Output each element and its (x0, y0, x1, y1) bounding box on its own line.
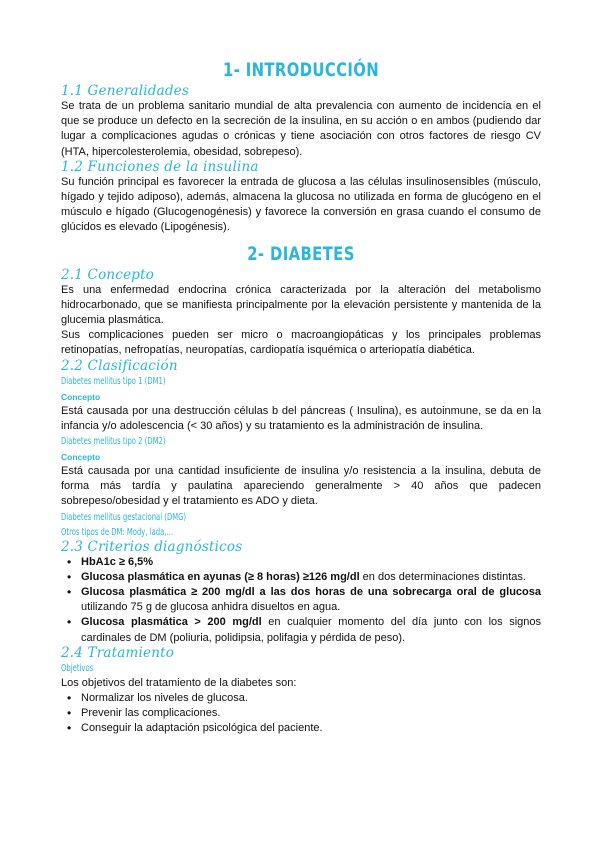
heading-clasificacion: 2.2 Clasificación (61, 357, 178, 374)
document-page (61, 56, 541, 737)
criterio-text: en dos determinaciones distintas. (359, 570, 526, 583)
label-dm2-concepto: Concepto (61, 452, 101, 463)
heading-tratamiento: 2.4 Tratamiento (61, 644, 175, 661)
paragraph-concepto-2: Sus complicaciones pueden ser micro o macroangiopáticas y los principales problemas retinopatías, nefropatías, neuropatías, cardiopatía isquémica o arteriopatía diabética. (61, 329, 541, 357)
heading-objetivos: Objetivos (61, 662, 94, 674)
paragraph-tratamiento-intro: Los objetivos del tratamiento de la diabetes son: (61, 676, 297, 689)
list-item: • Prevenir las complicaciones. (81, 706, 541, 721)
paragraph-concepto-1: Es una enfermedad endocrina crónica caracterizada por la alteración del metabolismo hidrocarbonado, que se manifiesta principalmente por la elevación persistente y mantenida de la glucemia plasmática. (61, 283, 541, 327)
section-title-diabetes: 2- DIABETES (247, 242, 355, 265)
heading-otros-tipos: Otros tipos de DM: Mody, lada,... (61, 526, 174, 538)
heading-funciones-insulina: 1.2 Funciones de la insulina (61, 158, 259, 175)
label-dm1-concepto: Concepto (61, 391, 101, 402)
heading-concepto: 2.1 Concepto (61, 266, 155, 283)
paragraph-dm2: Está causada por una cantidad insuficiente de insulina y/o resistencia a la insulina, debuta de forma más tardía y paulatina apareciendo generalmente > 40 años que padecen sobrepeso/obesidad y el tratamiento es ADO y dieta. (61, 465, 541, 508)
criterio-text: utilizando 75 g de glucosa anhidra disueltos en agua. (81, 601, 341, 614)
list-item: • Conseguir la adaptación psicológica del paciente. (81, 721, 541, 736)
list-item (81, 555, 541, 570)
criterio-bold: Glucosa plasmática en ayunas (≥ 8 horas) ≥126 mg/dl (81, 570, 360, 583)
criterio-bold: Glucosa plasmática > 200 mg/dl (81, 616, 262, 629)
list-item (81, 615, 541, 645)
section-title-introduccion: 1- INTRODUCCIÓN (222, 59, 380, 81)
paragraph-funciones-insulina: Su función principal es favorecer la entrada de glucosa a las células insulinosensibles (músculo, hígado y tejido adiposo), además, almacena la glucosa no utilizada en forma de glucógeno en el músculo e hígado (Glucogenogénesis) y favorece la conversión en grasa cuando el consumo de glúcidos es elevado (Lipogénesis). (61, 175, 541, 234)
heading-dm2: Diabetes mellitus tipo 2 (DM2) (61, 436, 166, 448)
list-item (81, 585, 541, 615)
criterio-text: en cualquier momento del día junto con los signos cardinales de DM (poliuria, polidipsia, polifagia y pérdida de peso). (81, 616, 542, 644)
heading-generalidades: 1.1 Generalidades (61, 83, 190, 99)
objetivos-list (61, 691, 541, 737)
paragraph-generalidades: Se trata de un problema sanitario mundial de alta prevalencia con aumento de incidencia en el que se produce un defecto en la secreción de la insulina, en su acción o en ambos (pudiendo dar lugar a complicaciones agudas o crónicas y tiene asociación con otros factores de riesgo CV (HTA, hipercolesterolemia, obesidad, sobrepeso). (61, 100, 541, 158)
heading-criterios: 2.3 Criterios diagnósticos (61, 538, 243, 555)
paragraph-dm1: Está causada por una destrucción células b del páncreas ( Insulina), es autoinmune, se da en la infancia y/o adolescencia (< 30 años) y su tratamiento es la administración de insulina. (61, 404, 541, 432)
list-item (81, 570, 541, 585)
heading-dm1: Diabetes mellitus tipo 1 (DM1) (61, 375, 166, 387)
criterio-bold: Glucosa plasmática ≥ 200 mg/dl a las dos horas de una sobrecarga oral de glucosa (81, 586, 541, 599)
criterios-list (61, 555, 541, 646)
heading-dmg: Diabetes mellitus gestacional (DMG) (61, 511, 187, 523)
criterio-bold: HbA1c ≥ 6,5% (81, 555, 154, 568)
list-item: • Normalizar los niveles de glucosa. (81, 691, 541, 706)
